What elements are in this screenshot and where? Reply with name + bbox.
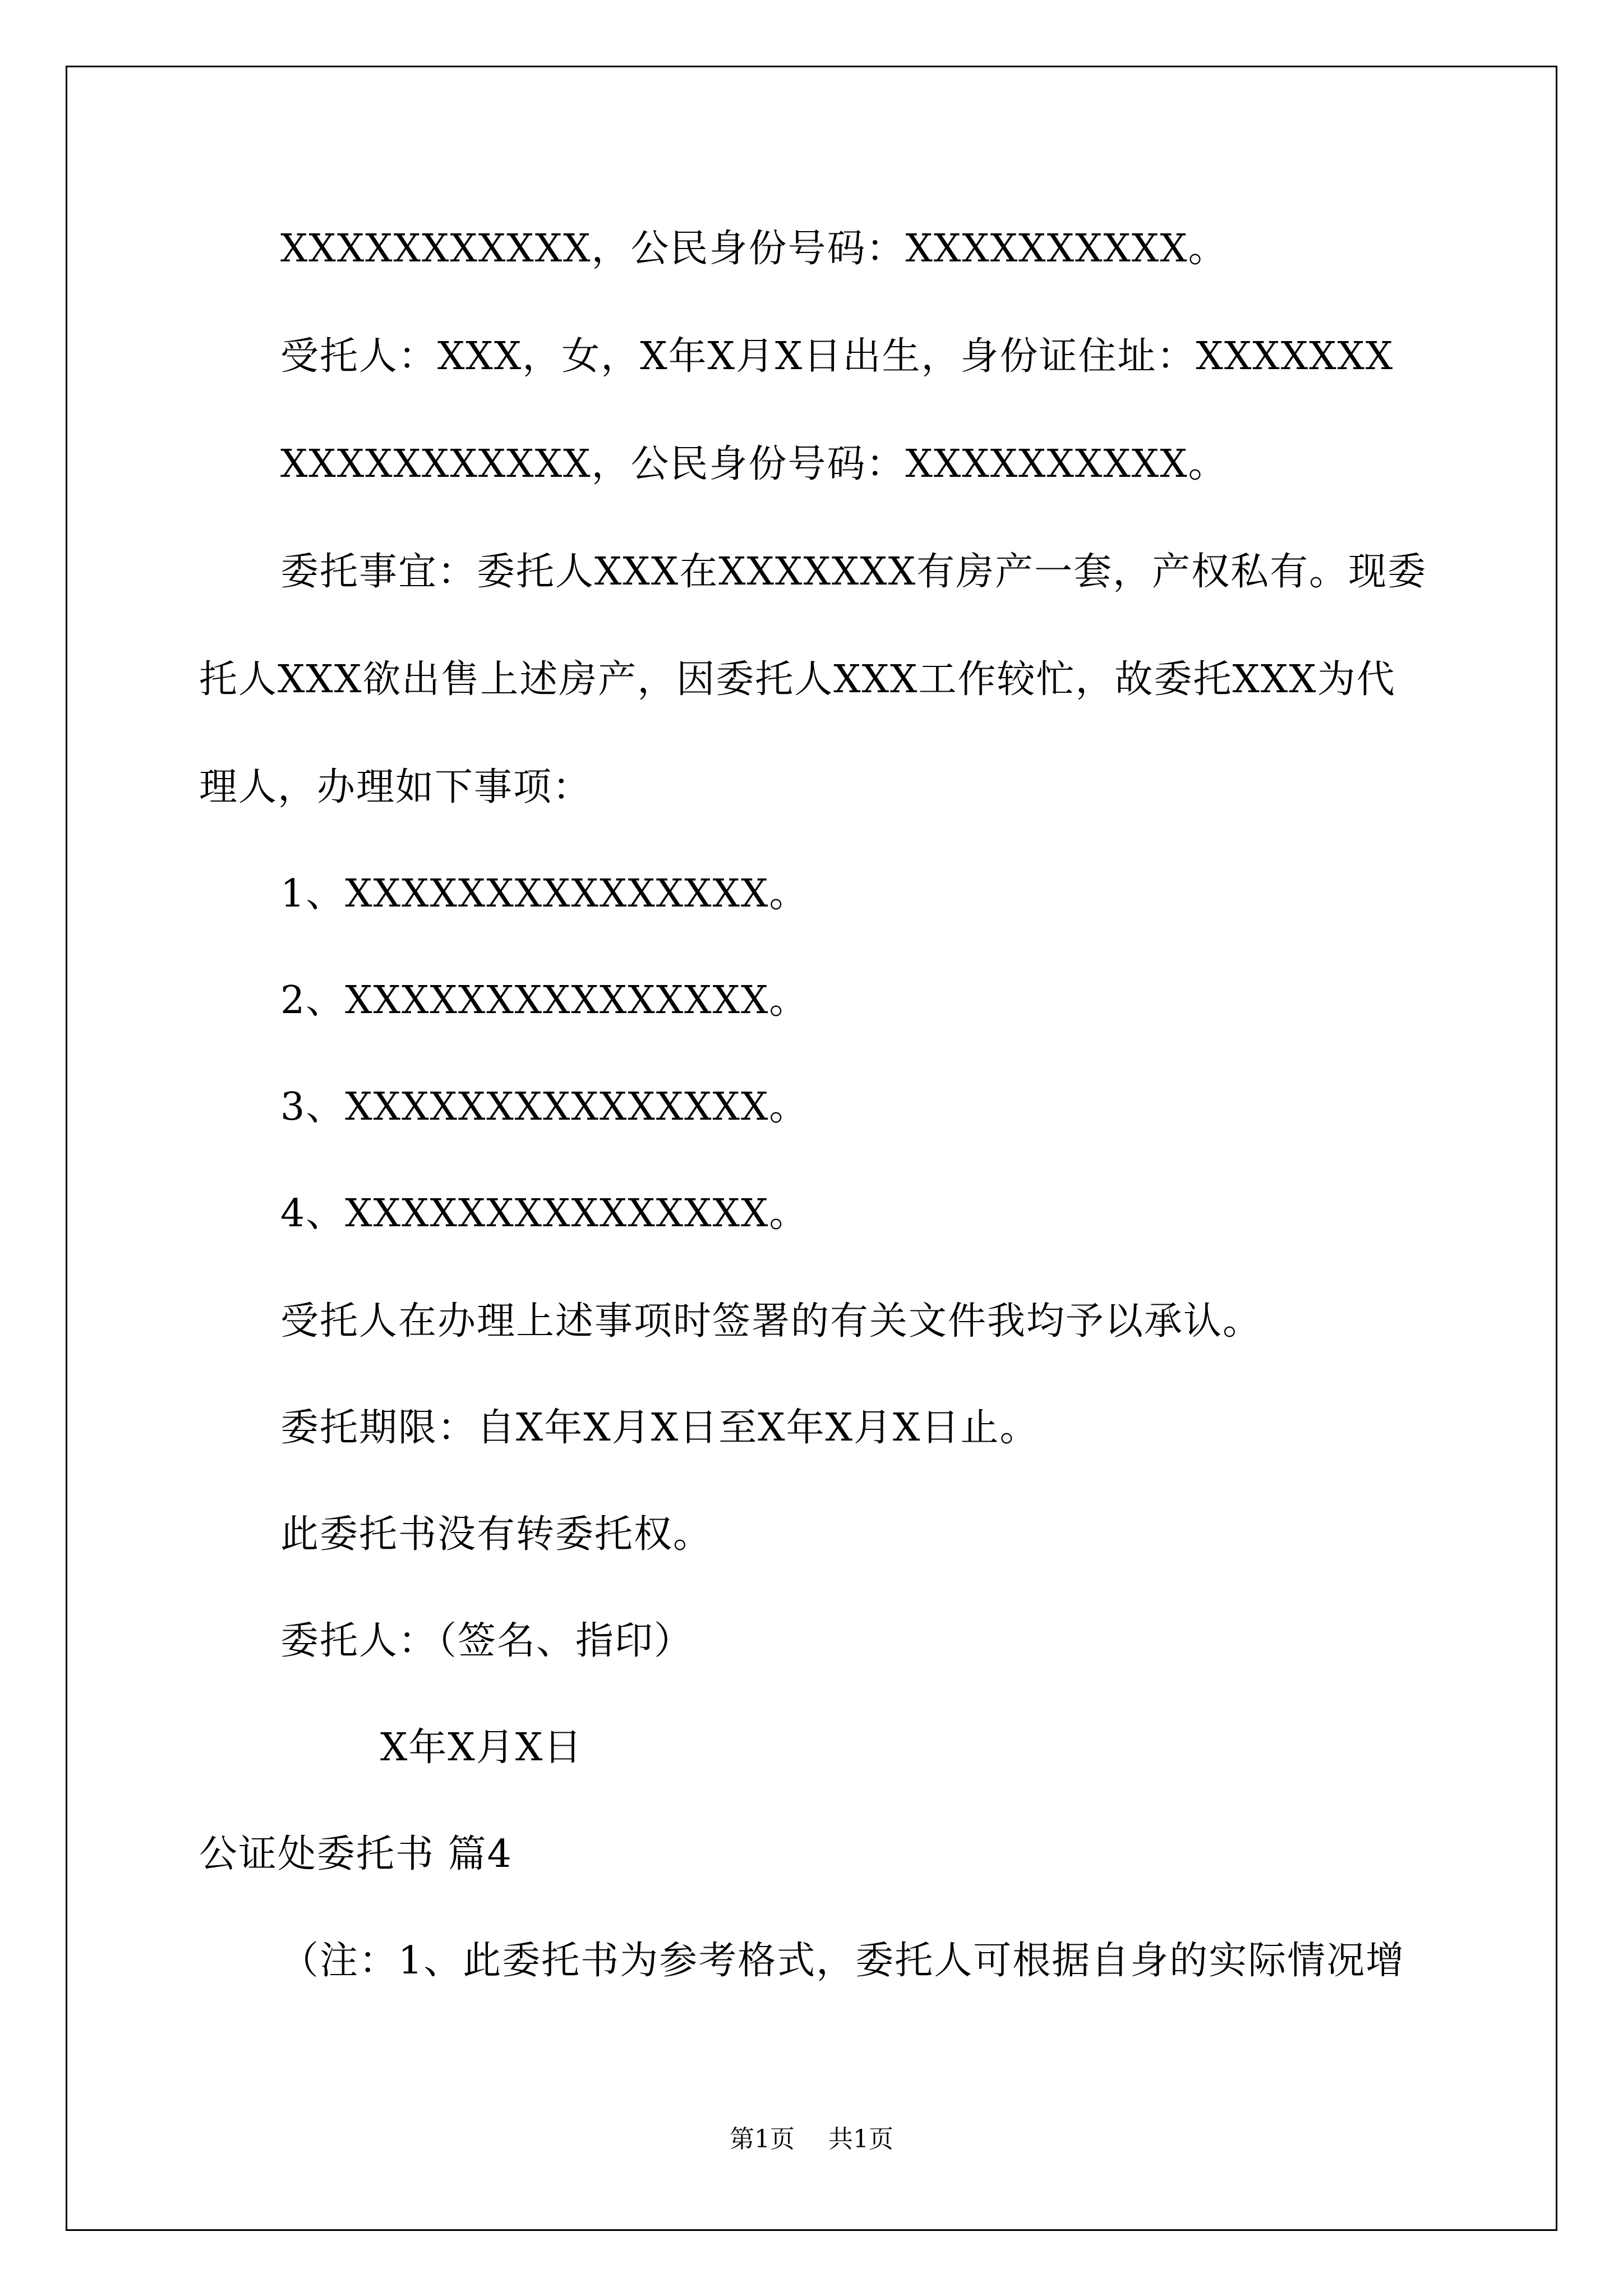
list-item: 2、XXXXXXXXXXXXXXX。 <box>280 978 809 1023</box>
note-line: （注：1、此委托书为参考格式，委托人可根据自身的实际情况增 <box>280 1939 1405 1983</box>
date-line: X年X月X日 <box>380 1726 583 1770</box>
signature-line: 委托人：（签名、指印） <box>280 1619 694 1663</box>
text-line: 此委托书没有转委托权。 <box>280 1512 713 1557</box>
list-item: 4、XXXXXXXXXXXXXXX。 <box>280 1191 809 1236</box>
page-number-current: 第1页 <box>730 2125 795 2154</box>
text-line: 受托人在办理上述事项时签署的有关文件我均予以承认。 <box>280 1299 1262 1343</box>
text-line: 受托人：XXX，女，X年X月X日出生，身份证住址：XXXXXXX <box>280 334 1394 379</box>
text-line: 托人XXX欲出售上述房产，因委托人XXX工作较忙，故委托XXX为代 <box>199 657 1396 702</box>
text-line: XXXXXXXXXXX，公民身份号码：XXXXXXXXXX。 <box>280 442 1228 486</box>
list-item: 1、XXXXXXXXXXXXXXX。 <box>280 872 809 916</box>
text-line: XXXXXXXXXXX，公民身份号码：XXXXXXXXXX。 <box>280 227 1228 271</box>
text-line: 理人，办理如下事项： <box>199 765 592 809</box>
section-heading: 公证处委托书 篇4 <box>199 1832 513 1876</box>
page-footer <box>0 2124 1623 2155</box>
page-frame <box>66 66 1557 2231</box>
page-number-total: 共1页 <box>828 2125 893 2154</box>
list-item: 3、XXXXXXXXXXXXXXX。 <box>280 1085 809 1129</box>
text-line: 委托事宜：委托人XXX在XXXXXXX有房产一套，产权私有。现委 <box>280 550 1427 594</box>
text-line: 委托期限：自X年X月X日至X年X月X日止。 <box>280 1406 1039 1450</box>
